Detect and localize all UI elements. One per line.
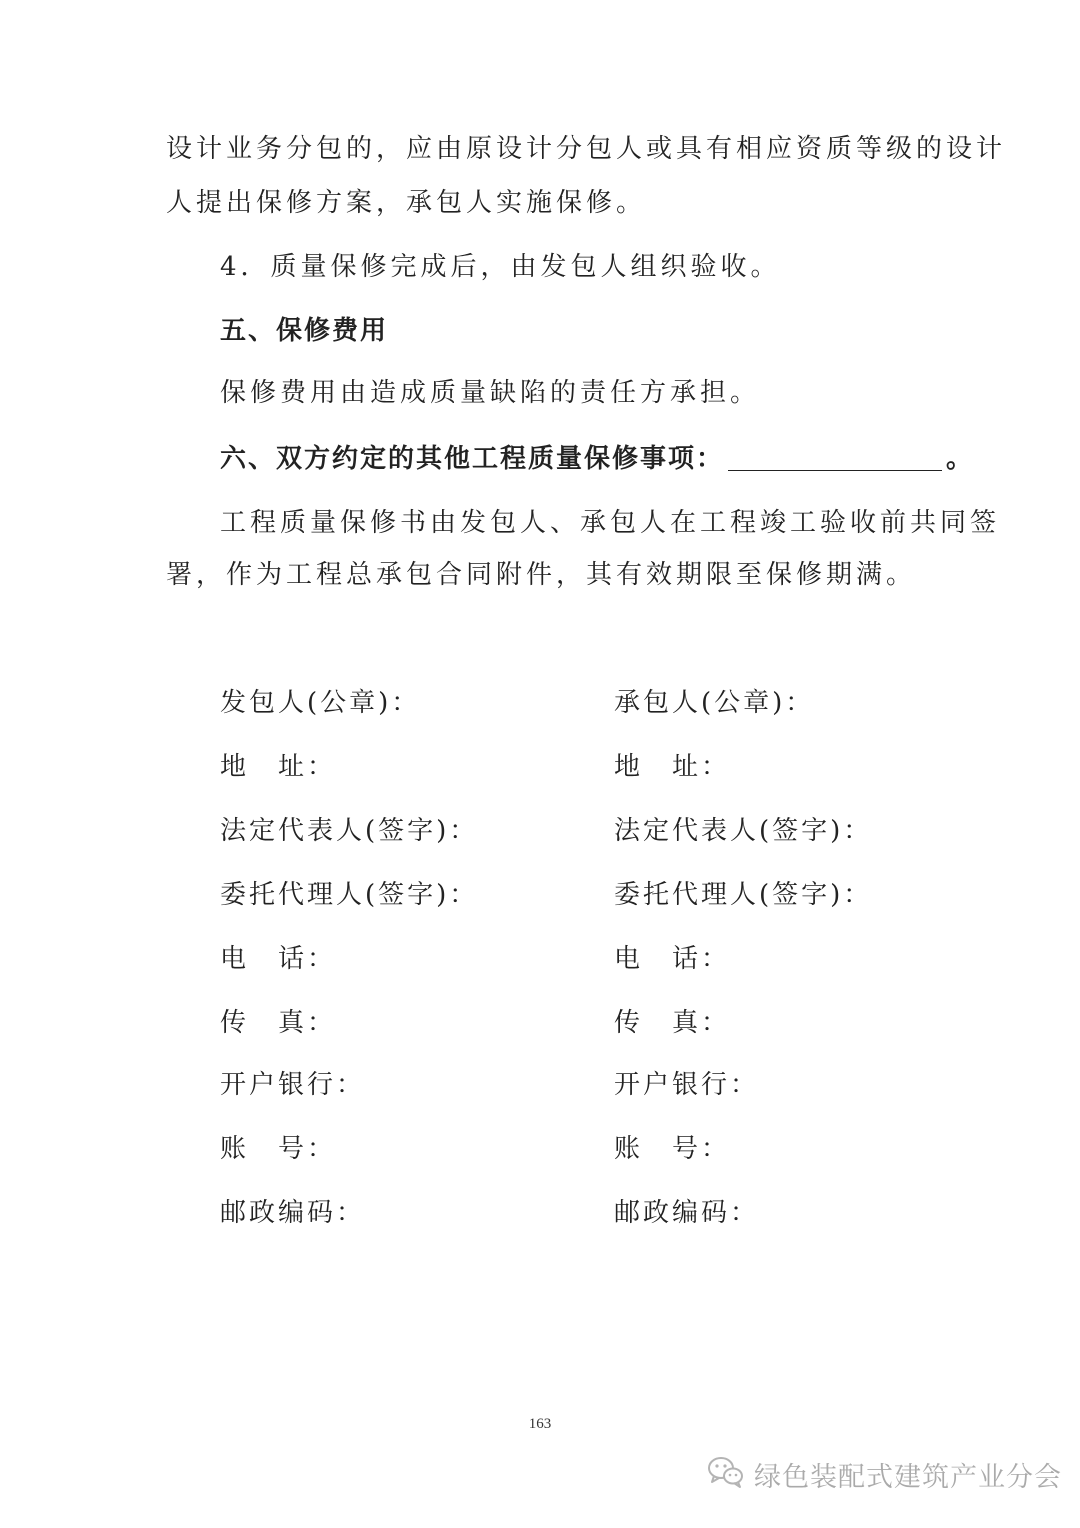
section-heading-6	[220, 442, 974, 476]
fill-in-blank[interactable]	[728, 444, 942, 471]
signature-field: 委托代理人(签字)：	[614, 880, 873, 910]
wechat-icon	[706, 1454, 746, 1494]
heading-6-end: 。	[946, 444, 975, 474]
paragraph-line: 保修费用由造成质量缺陷的责任方承担。	[220, 378, 761, 408]
signature-field: 地 址：	[220, 752, 337, 782]
signature-field: 账 号：	[220, 1134, 337, 1164]
page-number: 163	[528, 1416, 552, 1432]
signature-field: 承包人(公章)：	[614, 688, 815, 718]
list-item-4: 4．质量保修完成后，由发包人组织验收。	[220, 252, 781, 282]
watermark-text: 绿色装配式建筑产业分会	[754, 1461, 1062, 1493]
signature-field: 法定代表人(签字)：	[220, 816, 479, 846]
signature-field: 传 真：	[220, 1008, 337, 1038]
paragraph-line: 署，作为工程总承包合同附件，其有效期限至保修期满。	[166, 560, 917, 590]
paragraph-line: 设计业务分包的，应由原设计分包人或具有相应资质等级的设计	[166, 134, 1007, 164]
signature-field: 法定代表人(签字)：	[614, 816, 873, 846]
section-heading-5: 五、保修费用	[220, 316, 389, 346]
signature-field: 传 真：	[614, 1008, 731, 1038]
watermark	[706, 1452, 1062, 1496]
paragraph-line: 人提出保修方案，承包人实施保修。	[166, 188, 647, 218]
signature-field: 发包人(公章)：	[220, 688, 421, 718]
signature-field: 地 址：	[614, 752, 731, 782]
heading-6-text: 六、双方约定的其他工程质量保修事项：	[220, 444, 725, 474]
signature-field: 账 号：	[614, 1134, 731, 1164]
signature-field: 委托代理人(签字)：	[220, 880, 479, 910]
paragraph-line: 工程质量保修书由发包人、承包人在工程竣工验收前共同签	[220, 508, 1001, 538]
signature-field: 电 话：	[220, 944, 337, 974]
signature-field: 开户银行：	[614, 1070, 760, 1100]
signature-field: 邮政编码：	[220, 1198, 366, 1228]
signature-field: 邮政编码：	[614, 1198, 760, 1228]
signature-field: 开户银行：	[220, 1070, 366, 1100]
signature-field: 电 话：	[614, 944, 731, 974]
